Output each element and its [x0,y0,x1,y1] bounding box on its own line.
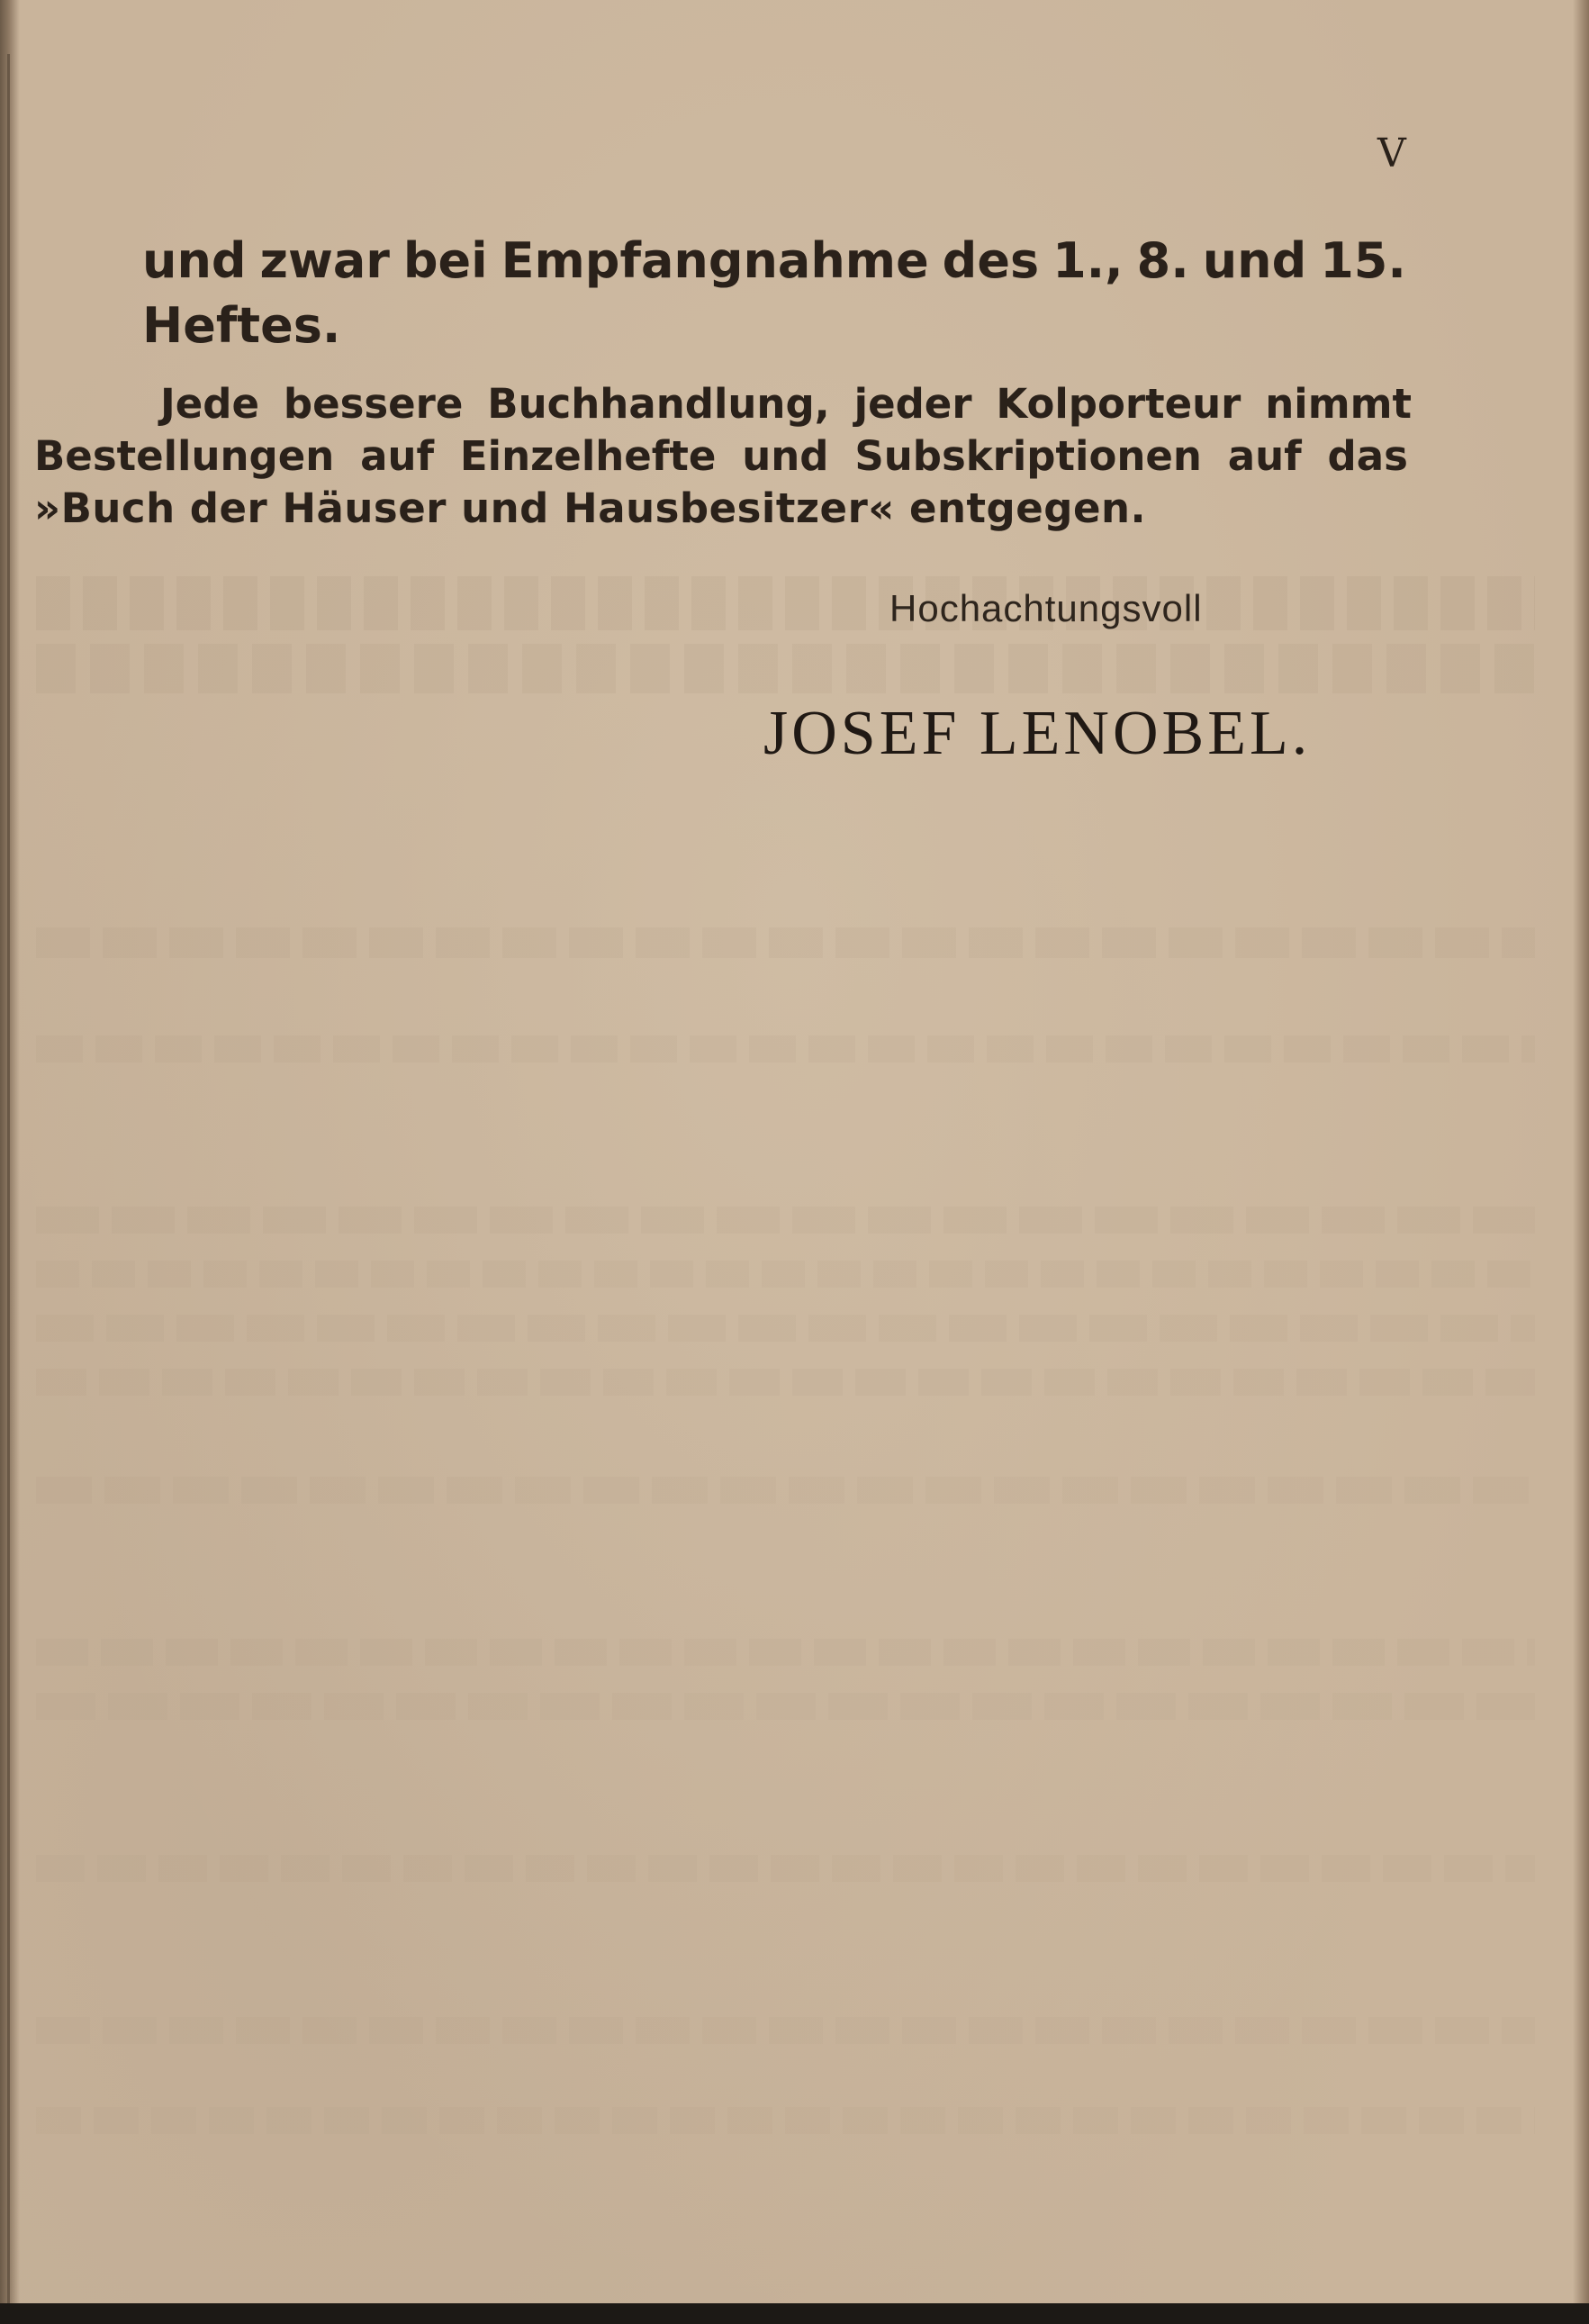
word: Subskriptionen [854,432,1202,480]
closing-salutation: Hochachtungsvoll [889,587,1203,629]
paragraph1-line2: Heftes. [142,297,341,354]
scan-bottom-border [0,2303,1589,2324]
book-spine-shadow [0,0,20,2324]
word: das [1327,432,1408,480]
page-edge-line [7,54,10,2305]
signature-name: JOSEF LENOBEL. [763,699,1312,768]
word: Bestellungen [34,432,335,480]
word: und [742,432,829,480]
page-right-edge-shadow [1573,0,1589,2324]
paragraph2-line3: »Buch der Häuser und Hausbesitzer« entgegen. [34,484,1147,532]
word: Kolporteur [996,380,1241,428]
word: auf [360,432,435,480]
word: Jede [160,380,259,428]
word: 8. [1136,232,1189,289]
word: und [142,232,247,289]
word: jeder [853,380,972,428]
word: und [1202,232,1307,289]
word: Buchhandlung, [487,380,830,428]
word: 15. [1320,232,1406,289]
word: bei [402,232,488,289]
word: Empfangnahme [501,232,929,289]
word: 1., [1052,232,1124,289]
page-number: V [1377,131,1406,176]
word: nimmt [1265,380,1412,428]
word: Einzelhefte [459,432,717,480]
paragraph2-line1 [160,380,1412,428]
word: zwar [259,232,390,289]
paragraph2-line2 [34,432,1408,480]
word: bessere [283,380,464,428]
word: auf [1227,432,1302,480]
paragraph1-line1 [142,232,1406,289]
word: des [942,232,1040,289]
